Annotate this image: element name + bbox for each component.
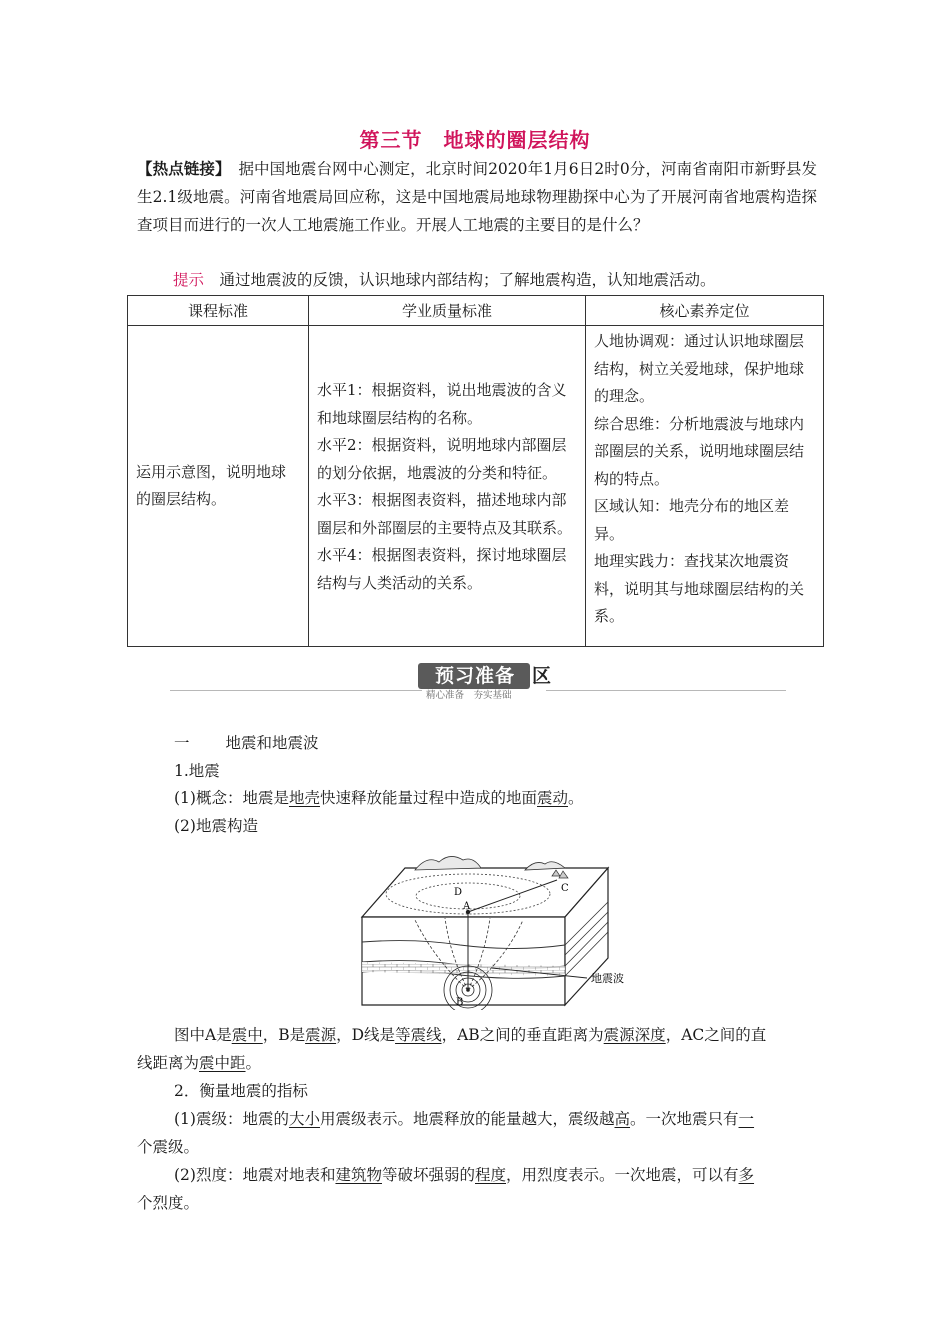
- item-indicators: 2．衡量地震的指标: [174, 1082, 308, 1100]
- answer-buildings: 建筑物: [335, 1166, 382, 1184]
- concept-line: [174, 784, 584, 812]
- section-banner: [170, 660, 786, 702]
- intensity-text: 等破坏强弱的: [381, 1166, 475, 1184]
- mountains-icon: [415, 856, 481, 870]
- label-d: D: [454, 887, 463, 898]
- focus-point: [466, 988, 470, 992]
- header-core-literacy: 核心素养定位: [586, 296, 824, 326]
- magnitude-line-1: [174, 1105, 754, 1133]
- answer-size: 大小: [288, 1110, 320, 1128]
- answer-one: 一: [738, 1110, 755, 1128]
- intensity-line-1: [174, 1161, 754, 1189]
- banner-subtitle: 精心准备 夯实基础: [422, 690, 546, 702]
- intensity-text: ，用烈度表示。一次地震，可以有: [506, 1166, 739, 1184]
- concept-answer-crust: 地壳: [288, 789, 320, 807]
- core-item-1: 人地协调观：通过认识地球圈层结构，树立关爱地球，保护地球的理念。: [594, 332, 805, 405]
- answer-epicentral-distance: 震中距: [199, 1054, 246, 1072]
- core-item-3: 区域认知：地壳分布的地区差异。: [594, 497, 790, 543]
- table-header-row: [128, 296, 824, 326]
- caption-text: 图中A是: [174, 1026, 232, 1044]
- concept-text: (1)概念：地震是: [174, 789, 289, 807]
- hot-link-label: 【热点链接】: [137, 159, 223, 178]
- label-seismic-wave: 地震波: [591, 972, 624, 985]
- answer-degree: 程度: [475, 1166, 507, 1184]
- quality-level-2: 水平2：根据资料，说明地球内部圈层的划分依据，地震波的分类和特征。: [317, 436, 567, 482]
- caption-text: 。: [245, 1054, 262, 1072]
- intensity-text: (2)烈度：地震对地表和: [174, 1166, 336, 1184]
- header-course-standard: 课程标准: [128, 296, 309, 326]
- diagram-caption-line-1: [174, 1021, 766, 1049]
- quality-standard-cell: [309, 326, 586, 647]
- hint-paragraph: [137, 266, 817, 294]
- earthquake-structure-diagram: [355, 850, 630, 1010]
- answer-isoseismal: 等震线: [395, 1026, 442, 1044]
- caption-text: ，AB之间的垂直距离为: [441, 1026, 604, 1044]
- quality-level-1: 水平1：根据资料，说出地震波的含义和地球圈层结构的名称。: [317, 381, 567, 427]
- caption-text: ，B是: [262, 1026, 306, 1044]
- magnitude-text: 。一次地震只有: [630, 1110, 739, 1128]
- course-standard-cell: 运用示意图，说明地球的圈层结构。: [128, 326, 309, 647]
- concept-text-mid: 快速释放能量过程中造成的地面: [319, 789, 537, 807]
- magnitude-line-2: 个震级。: [137, 1138, 200, 1156]
- core-literacy-cell: [586, 326, 824, 647]
- banner-suffix: 区: [532, 665, 552, 687]
- hint-text: 通过地震波的反馈，认识地球内部结构；了解地震构造，认知地震活动。: [204, 271, 716, 289]
- item-earthquake: 1.地震: [174, 762, 220, 780]
- concept-text-end: 。: [568, 789, 584, 807]
- table-row: [128, 326, 824, 647]
- intensity-line-2: 个烈度。: [137, 1194, 200, 1212]
- magnitude-text: 用震级表示。地震释放的能量越大，震级越: [319, 1110, 615, 1128]
- section-heading-number: 一: [174, 734, 190, 752]
- core-item-2: 综合思维：分析地震波与地球内部圈层的关系，说明地球圈层结构的特点。: [594, 414, 805, 488]
- answer-epicenter: 震中: [231, 1026, 263, 1044]
- concept-answer-vibration: 震动: [537, 789, 569, 807]
- hot-link-paragraph: [137, 155, 817, 239]
- banner-title: 预习准备: [434, 665, 515, 687]
- answer-high: 高: [614, 1110, 631, 1128]
- hot-link-text: 据中国地震台网中心测定，北京时间2020年1月6日2时0分，河南省南阳市新野县发生2.1级地震。河南省地震局回应称，这是中国地震局地球物理勘探中心为了开展河南省地震构造探查项目而进行的一次人工地震施工作业。开展人工地震的主要目的是什么？: [137, 160, 817, 234]
- answer-focal-depth: 震源深度: [603, 1026, 666, 1044]
- caption-text: 线距离为: [137, 1054, 200, 1072]
- section-heading-text: 地震和地震波: [225, 734, 319, 752]
- hint-label: 提示: [173, 271, 205, 289]
- magnitude-text: (1)震级：地震的: [174, 1110, 289, 1128]
- core-item-4: 地理实践力：查找某次地震资料，说明其与地球圈层结构的关系。: [594, 552, 805, 625]
- answer-focus: 震源: [305, 1026, 337, 1044]
- header-quality-standard: 学业质量标准: [309, 296, 586, 326]
- caption-text: ，AC之间的直: [665, 1026, 767, 1044]
- quality-level-4: 水平4：根据图表资料，探讨地球圈层结构与人类活动的关系。: [317, 546, 567, 592]
- section-heading: [174, 729, 319, 757]
- page-title: 第三节 地球的圈层结构: [359, 128, 591, 152]
- label-a: A: [463, 901, 471, 912]
- label-c: C: [561, 883, 569, 894]
- diagram-caption-line-2: [137, 1049, 261, 1077]
- caption-text: ，D线是: [336, 1026, 396, 1044]
- label-b: B: [456, 997, 464, 1008]
- standards-table: [127, 295, 824, 647]
- answer-many: 多: [738, 1166, 755, 1184]
- quality-level-3: 水平3：根据图表资料，描述地球内部圈层和外部圈层的主要特点及其联系。: [317, 491, 573, 537]
- structure-line: (2)地震构造: [174, 817, 258, 835]
